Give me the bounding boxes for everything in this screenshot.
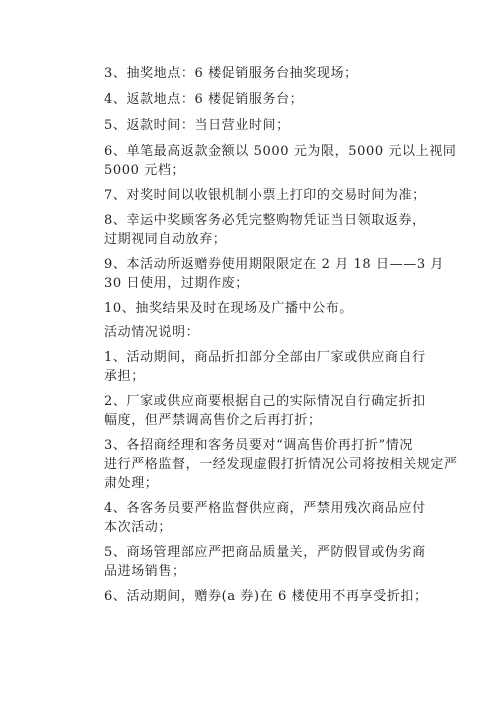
text-line: 肃处理； xyxy=(104,476,159,491)
text-line: 4、各客务员要严格监督供应商，严禁用残次商品应付 xyxy=(104,501,426,516)
text-line: 6、活动期间，赠券(a 券)在 6 楼使用不再享受折扣； xyxy=(104,589,428,604)
text-line: 3、抽奖地点：6 楼促销服务台抽奖现场； xyxy=(104,66,358,81)
text-line: 9、本活动所返赠券使用期限限定在 2 月 18 日——3 月 xyxy=(104,257,445,272)
text-line: 2、厂家或供应商要根据自己的实际情况自行确定折扣 xyxy=(104,394,426,409)
text-line: 6、单笔最高返款金额以 5000 元为限，5000 元以上视同 xyxy=(104,144,457,159)
text-line: 承担； xyxy=(104,369,145,384)
text-line: 进行严格监督，一经发现虚假打折情况公司将按相关规定严 xyxy=(104,457,458,472)
text-line: 8、幸运中奖顾客务必凭完整购物凭证当日领取返券， xyxy=(104,213,426,228)
text-line: 5、返款时间：当日营业时间； xyxy=(104,118,290,133)
text-line: 4、返款地点：6 楼促销服务台； xyxy=(104,92,304,107)
text-line: 5000 元档； xyxy=(104,163,186,178)
text-line: 1、活动期间，商品折扣部分全部由厂家或供应商自行 xyxy=(104,350,426,365)
text-line: 3、各招商经理和客务员要对“调高售价再打折”情况 xyxy=(104,438,413,453)
section-heading: 活动情况说明： xyxy=(104,325,200,340)
text-line: 过期视同自动放弃； xyxy=(104,232,227,247)
text-line: 10、抽奖结果及时在现场及广播中公布。 xyxy=(104,301,353,316)
text-line: 5、商场管理部应严把商品质量关，严防假冒或伪劣商 xyxy=(104,545,426,560)
text-line: 幅度，但严禁调高售价之后再打折； xyxy=(104,413,322,428)
text-line: 品进场销售； xyxy=(104,564,186,579)
text-line: 本次活动； xyxy=(104,520,173,535)
text-line: 7、对奖时间以收银机制小票上打印的交易时间为准； xyxy=(104,188,426,203)
text-line: 30 日使用，过期作废； xyxy=(104,276,249,291)
